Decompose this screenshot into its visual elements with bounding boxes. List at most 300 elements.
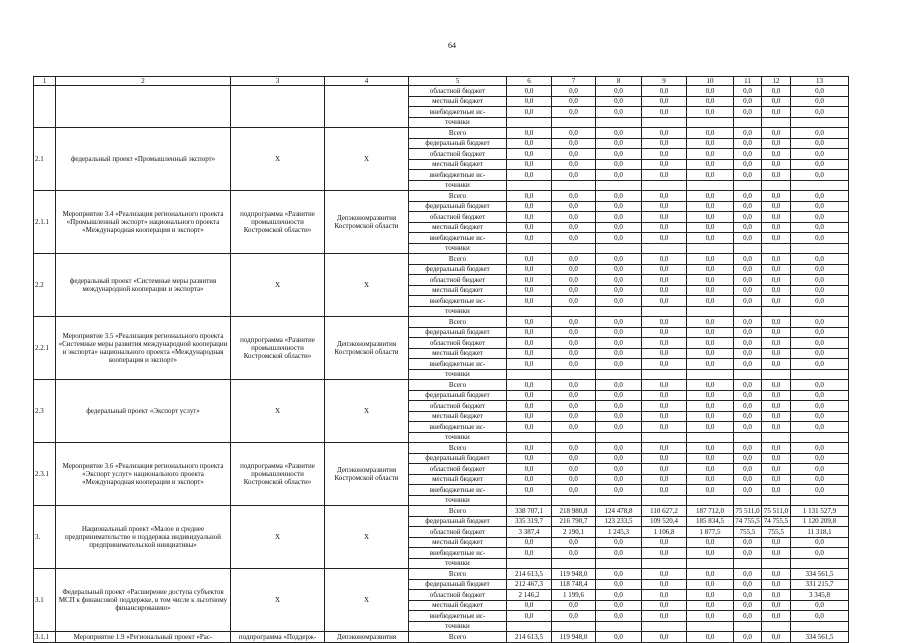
amount-cell: 185 834,5 bbox=[687, 516, 734, 527]
amount-cell: 0,0 bbox=[791, 296, 849, 307]
amount-cell: 0,0 bbox=[762, 107, 791, 118]
amount-cell: 0,0 bbox=[596, 390, 642, 401]
amount-cell: 0,0 bbox=[596, 600, 642, 611]
amount-cell: 0,0 bbox=[687, 107, 734, 118]
item-number: 2.2 bbox=[34, 254, 56, 317]
funding-source: Всего bbox=[409, 317, 507, 328]
amount-cell: 0,0 bbox=[596, 590, 642, 601]
amount-cell: 0,0 bbox=[734, 285, 762, 296]
column-number: 13 bbox=[791, 77, 849, 86]
funding-source: областной бюджет bbox=[409, 275, 507, 286]
executor-name: X bbox=[325, 380, 409, 443]
amount-cell: 0,0 bbox=[507, 159, 552, 170]
amount-cell: 0,0 bbox=[734, 201, 762, 212]
amount-cell bbox=[791, 432, 849, 443]
funding-source: федеральный бюджет bbox=[409, 264, 507, 275]
amount-cell: 0,0 bbox=[642, 579, 687, 590]
amount-cell: 0,0 bbox=[552, 254, 596, 265]
amount-cell: 0,0 bbox=[596, 86, 642, 97]
amount-cell bbox=[552, 180, 596, 191]
amount-cell: 0,0 bbox=[762, 390, 791, 401]
empty-cell bbox=[56, 86, 231, 128]
amount-cell: 0,0 bbox=[552, 159, 596, 170]
amount-cell: 0,0 bbox=[734, 212, 762, 223]
amount-cell: 0,0 bbox=[762, 264, 791, 275]
funding-source: федеральный бюджет bbox=[409, 138, 507, 149]
amount-cell: 214 613,5 bbox=[507, 632, 552, 643]
amount-cell bbox=[687, 243, 734, 254]
amount-cell: 0,0 bbox=[791, 285, 849, 296]
amount-cell: 338 707,1 bbox=[507, 506, 552, 517]
amount-cell: 0,0 bbox=[791, 348, 849, 359]
funding-source: федеральный бюджет bbox=[409, 390, 507, 401]
amount-cell: 0,0 bbox=[762, 464, 791, 475]
item-name: Мероприятие 3.6 «Реализация регионального проекта «Экспорт услуг» национального проекта «Международная кооперация и экспорт» bbox=[56, 443, 231, 506]
funding-source: местный бюджет bbox=[409, 348, 507, 359]
amount-cell bbox=[791, 495, 849, 506]
funding-source: точники bbox=[409, 558, 507, 569]
amount-cell: 0,0 bbox=[507, 212, 552, 223]
amount-cell: 0,0 bbox=[762, 296, 791, 307]
amount-cell: 0,0 bbox=[552, 233, 596, 244]
amount-cell: 0,0 bbox=[552, 443, 596, 454]
funding-source: внебюджетные ис- bbox=[409, 107, 507, 118]
amount-cell: 0,0 bbox=[507, 201, 552, 212]
amount-cell: 0,0 bbox=[734, 453, 762, 464]
amount-cell bbox=[687, 558, 734, 569]
amount-cell: 0,0 bbox=[687, 537, 734, 548]
amount-cell: 0,0 bbox=[762, 170, 791, 181]
amount-cell bbox=[762, 621, 791, 632]
amount-cell: 0,0 bbox=[734, 590, 762, 601]
amount-cell: 0,0 bbox=[596, 107, 642, 118]
amount-cell: 0,0 bbox=[687, 201, 734, 212]
amount-cell bbox=[734, 180, 762, 191]
amount-cell: 0,0 bbox=[791, 170, 849, 181]
funding-source: внебюджетные ис- bbox=[409, 548, 507, 559]
amount-cell: 0,0 bbox=[762, 632, 791, 643]
amount-cell: 0,0 bbox=[734, 296, 762, 307]
amount-cell: 0,0 bbox=[734, 537, 762, 548]
amount-cell: 1 106,8 bbox=[642, 527, 687, 538]
amount-cell bbox=[791, 243, 849, 254]
funding-source: федеральный бюджет bbox=[409, 327, 507, 338]
amount-cell: 0,0 bbox=[687, 611, 734, 622]
program-name: X bbox=[231, 254, 325, 317]
amount-cell: 0,0 bbox=[734, 128, 762, 139]
amount-cell: 0,0 bbox=[642, 201, 687, 212]
amount-cell bbox=[734, 243, 762, 254]
amount-cell: 0,0 bbox=[642, 411, 687, 422]
amount-cell: 0,0 bbox=[791, 401, 849, 412]
amount-cell: 0,0 bbox=[687, 453, 734, 464]
amount-cell: 0,0 bbox=[596, 212, 642, 223]
amount-cell: 0,0 bbox=[507, 86, 552, 97]
amount-cell: 0,0 bbox=[596, 191, 642, 202]
amount-cell: 0,0 bbox=[734, 485, 762, 496]
amount-cell: 0,0 bbox=[596, 401, 642, 412]
amount-cell: 0,0 bbox=[687, 128, 734, 139]
amount-cell: 0,0 bbox=[642, 348, 687, 359]
program-name: X bbox=[231, 128, 325, 191]
amount-cell: 0,0 bbox=[507, 254, 552, 265]
amount-cell: 0,0 bbox=[507, 338, 552, 349]
amount-cell bbox=[642, 180, 687, 191]
amount-cell: 0,0 bbox=[734, 600, 762, 611]
amount-cell bbox=[552, 306, 596, 317]
amount-cell bbox=[734, 369, 762, 380]
program-name: X bbox=[231, 380, 325, 443]
amount-cell bbox=[552, 369, 596, 380]
amount-cell: 0,0 bbox=[762, 359, 791, 370]
amount-cell: 0,0 bbox=[507, 443, 552, 454]
amount-cell bbox=[552, 432, 596, 443]
amount-cell: 0,0 bbox=[791, 212, 849, 223]
amount-cell: 0,0 bbox=[734, 222, 762, 233]
amount-cell: 0,0 bbox=[642, 107, 687, 118]
table-header bbox=[34, 77, 849, 86]
amount-cell bbox=[507, 306, 552, 317]
column-number: 6 bbox=[507, 77, 552, 86]
amount-cell: 0,0 bbox=[552, 128, 596, 139]
funding-source: точники bbox=[409, 369, 507, 380]
amount-cell: 0,0 bbox=[596, 296, 642, 307]
amount-cell: 0,0 bbox=[687, 296, 734, 307]
amount-cell: 0,0 bbox=[642, 264, 687, 275]
amount-cell: 0,0 bbox=[552, 149, 596, 160]
funding-source: местный бюджет bbox=[409, 222, 507, 233]
page-number: 64 bbox=[448, 41, 456, 50]
item-number: 2.1.1 bbox=[34, 191, 56, 254]
item-number: 3.1 bbox=[34, 569, 56, 632]
amount-cell: 0,0 bbox=[596, 233, 642, 244]
amount-cell bbox=[762, 306, 791, 317]
amount-cell bbox=[552, 558, 596, 569]
amount-cell: 0,0 bbox=[596, 264, 642, 275]
amount-cell: 75 511,0 bbox=[735, 506, 760, 515]
item-number: 2.3 bbox=[34, 380, 56, 443]
empty-cell bbox=[34, 86, 56, 128]
amount-cell: 0,0 bbox=[596, 128, 642, 139]
amount-cell bbox=[687, 495, 734, 506]
amount-cell: 0,0 bbox=[687, 317, 734, 328]
amount-cell: 0,0 bbox=[642, 254, 687, 265]
amount-cell: 0,0 bbox=[791, 149, 849, 160]
amount-cell bbox=[687, 369, 734, 380]
executor-name: X bbox=[325, 506, 409, 569]
amount-cell: 0,0 bbox=[687, 327, 734, 338]
amount-cell: 74 755,5 bbox=[762, 516, 791, 527]
table-body bbox=[34, 86, 849, 643]
amount-cell bbox=[596, 369, 642, 380]
amount-cell: 0,0 bbox=[596, 348, 642, 359]
amount-cell: 0,0 bbox=[596, 222, 642, 233]
amount-cell: 0,0 bbox=[596, 170, 642, 181]
amount-cell: 1 120 209,8 bbox=[791, 516, 849, 527]
amount-cell: 0,0 bbox=[762, 275, 791, 286]
amount-cell bbox=[596, 558, 642, 569]
amount-cell: 0,0 bbox=[552, 138, 596, 149]
column-number: 4 bbox=[325, 77, 409, 86]
amount-cell: 0,0 bbox=[791, 600, 849, 611]
amount-cell: 0,0 bbox=[596, 327, 642, 338]
amount-cell: 0,0 bbox=[791, 201, 849, 212]
amount-cell: 0,0 bbox=[734, 96, 762, 107]
amount-cell: 0,0 bbox=[762, 191, 791, 202]
amount-cell: 0,0 bbox=[734, 191, 762, 202]
amount-cell: 0,0 bbox=[687, 348, 734, 359]
amount-cell: 75 511,0 bbox=[762, 506, 791, 517]
amount-cell: 0,0 bbox=[762, 411, 791, 422]
amount-cell: 214 613,5 bbox=[507, 569, 552, 580]
header-row bbox=[34, 77, 849, 86]
amount-cell: 0,0 bbox=[762, 128, 791, 139]
amount-cell bbox=[642, 621, 687, 632]
amount-cell: 0,0 bbox=[552, 359, 596, 370]
amount-cell bbox=[734, 495, 762, 506]
funding-source: точники bbox=[409, 180, 507, 191]
amount-cell bbox=[642, 243, 687, 254]
amount-cell: 0,0 bbox=[734, 159, 762, 170]
amount-cell: 0,0 bbox=[687, 464, 734, 475]
column-number: 11 bbox=[734, 77, 762, 86]
amount-cell: 0,0 bbox=[762, 222, 791, 233]
amount-cell: 0,0 bbox=[552, 296, 596, 307]
amount-cell: 0,0 bbox=[791, 474, 849, 485]
amount-cell: 0,0 bbox=[642, 159, 687, 170]
amount-cell: 0,0 bbox=[791, 338, 849, 349]
amount-cell bbox=[596, 117, 642, 128]
budget-table bbox=[33, 76, 849, 643]
amount-cell: 0,0 bbox=[687, 485, 734, 496]
amount-cell: 0,0 bbox=[552, 327, 596, 338]
amount-cell bbox=[507, 243, 552, 254]
amount-cell bbox=[552, 117, 596, 128]
amount-cell: 0,0 bbox=[507, 401, 552, 412]
funding-source: областной бюджет bbox=[409, 149, 507, 160]
funding-source: местный бюджет bbox=[409, 411, 507, 422]
column-number: 8 bbox=[596, 77, 642, 86]
amount-cell: 0,0 bbox=[507, 453, 552, 464]
amount-cell: 0,0 bbox=[791, 611, 849, 622]
amount-cell: 0,0 bbox=[687, 212, 734, 223]
amount-cell: 0,0 bbox=[596, 443, 642, 454]
amount-cell: 0,0 bbox=[687, 338, 734, 349]
amount-cell bbox=[762, 558, 791, 569]
amount-cell: 0,0 bbox=[507, 222, 552, 233]
column-number: 12 bbox=[762, 77, 791, 86]
item-number: 3. bbox=[34, 506, 56, 569]
amount-cell: 0,0 bbox=[734, 264, 762, 275]
amount-cell: 0,0 bbox=[552, 107, 596, 118]
amount-cell: 0,0 bbox=[687, 96, 734, 107]
amount-cell: 0,0 bbox=[734, 107, 762, 118]
item-name: Мероприятие 3.5 «Реализация регионального проекта «Системные меры развития международной кооперации и экспорта» национального проекта «Международная кооперация и экспорт» bbox=[56, 317, 231, 380]
amount-cell: 0,0 bbox=[596, 411, 642, 422]
amount-cell: 0,0 bbox=[762, 338, 791, 349]
amount-cell: 0,0 bbox=[596, 275, 642, 286]
funding-source: внебюджетные ис- bbox=[409, 296, 507, 307]
amount-cell: 0,0 bbox=[734, 443, 762, 454]
amount-cell: 0,0 bbox=[791, 548, 849, 559]
amount-cell: 0,0 bbox=[596, 611, 642, 622]
amount-cell: 0,0 bbox=[596, 359, 642, 370]
amount-cell: 334 561,5 bbox=[791, 632, 849, 643]
funding-source: местный бюджет bbox=[409, 96, 507, 107]
amount-cell: 0,0 bbox=[507, 390, 552, 401]
amount-cell: 0,0 bbox=[791, 390, 849, 401]
amount-cell bbox=[596, 243, 642, 254]
funding-source: областной бюджет bbox=[409, 464, 507, 475]
amount-cell: 0,0 bbox=[791, 422, 849, 433]
amount-cell: 0,0 bbox=[552, 390, 596, 401]
amount-cell: 0,0 bbox=[734, 327, 762, 338]
amount-cell: 334 561,5 bbox=[791, 569, 849, 580]
amount-cell: 0,0 bbox=[507, 485, 552, 496]
amount-cell bbox=[762, 243, 791, 254]
amount-cell: 0,0 bbox=[552, 212, 596, 223]
funding-source: Всего bbox=[409, 191, 507, 202]
amount-cell: 119 948,0 bbox=[552, 632, 596, 643]
amount-cell: 0,0 bbox=[687, 264, 734, 275]
amount-cell: 1 877,5 bbox=[687, 527, 734, 538]
amount-cell: 0,0 bbox=[642, 233, 687, 244]
amount-cell: 0,0 bbox=[507, 170, 552, 181]
amount-cell: 0,0 bbox=[687, 632, 734, 643]
amount-cell: 3 345,8 bbox=[791, 590, 849, 601]
amount-cell: 0,0 bbox=[791, 537, 849, 548]
amount-cell: 0,0 bbox=[791, 464, 849, 475]
amount-cell: 0,0 bbox=[762, 327, 791, 338]
amount-cell: 0,0 bbox=[687, 159, 734, 170]
amount-cell: 0,0 bbox=[687, 474, 734, 485]
amount-cell: 0,0 bbox=[596, 474, 642, 485]
amount-cell: 0,0 bbox=[507, 464, 552, 475]
amount-cell: 0,0 bbox=[762, 569, 791, 580]
item-name: Национальный проект «Малое и среднее предпринимательство и поддержка индивидуальной предпринимательской инициативы» bbox=[56, 506, 231, 569]
amount-cell bbox=[687, 180, 734, 191]
amount-cell: 0,0 bbox=[642, 296, 687, 307]
item-number: 2.2.1 bbox=[34, 317, 56, 380]
amount-cell: 0,0 bbox=[507, 96, 552, 107]
amount-cell: 0,0 bbox=[687, 411, 734, 422]
executor-name: X bbox=[325, 254, 409, 317]
amount-cell: 0,0 bbox=[642, 327, 687, 338]
program-name: X bbox=[231, 569, 325, 632]
amount-cell: 0,0 bbox=[762, 138, 791, 149]
amount-cell: 0,0 bbox=[507, 296, 552, 307]
amount-cell: 0,0 bbox=[642, 422, 687, 433]
amount-cell: 0,0 bbox=[642, 537, 687, 548]
amount-cell bbox=[596, 306, 642, 317]
amount-cell: 0,0 bbox=[687, 401, 734, 412]
executor-name: Депэкономразвития Костромской области bbox=[325, 191, 409, 254]
funding-source: местный бюджет bbox=[409, 537, 507, 548]
funding-source: точники bbox=[409, 432, 507, 443]
amount-cell: 0,0 bbox=[687, 275, 734, 286]
amount-cell: 0,0 bbox=[507, 422, 552, 433]
funding-source: точники bbox=[409, 306, 507, 317]
amount-cell: 0,0 bbox=[642, 149, 687, 160]
amount-cell: 0,0 bbox=[596, 422, 642, 433]
table-row bbox=[34, 506, 849, 517]
column-number: 3 bbox=[231, 77, 325, 86]
column-number: 2 bbox=[56, 77, 231, 86]
funding-source: местный бюджет bbox=[409, 474, 507, 485]
amount-cell: 0,0 bbox=[734, 275, 762, 286]
program-name: подпрограмма «Развитие промышленности Костромской области» bbox=[231, 191, 325, 254]
amount-cell bbox=[762, 180, 791, 191]
program-name: подпрограмма «Поддерж- bbox=[231, 632, 325, 643]
amount-cell: 0,0 bbox=[642, 191, 687, 202]
amount-cell: 0,0 bbox=[734, 338, 762, 349]
amount-cell: 212 467,3 bbox=[507, 579, 552, 590]
amount-cell: 0,0 bbox=[552, 285, 596, 296]
amount-cell bbox=[734, 432, 762, 443]
amount-cell: 0,0 bbox=[507, 107, 552, 118]
table-row bbox=[34, 128, 849, 139]
amount-cell bbox=[596, 432, 642, 443]
funding-source: местный бюджет bbox=[409, 159, 507, 170]
amount-cell: 0,0 bbox=[552, 600, 596, 611]
executor-name: X bbox=[325, 128, 409, 191]
table-row bbox=[34, 569, 849, 580]
executor-name: Депэкономразвития Костромской области bbox=[325, 317, 409, 380]
amount-cell bbox=[507, 558, 552, 569]
amount-cell: 0,0 bbox=[734, 254, 762, 265]
amount-cell bbox=[791, 558, 849, 569]
funding-source: внебюджетные ис- bbox=[409, 485, 507, 496]
amount-cell: 0,0 bbox=[552, 401, 596, 412]
amount-cell bbox=[507, 621, 552, 632]
amount-cell: 0,0 bbox=[791, 254, 849, 265]
funding-source: внебюджетные ис- bbox=[409, 359, 507, 370]
amount-cell: 0,0 bbox=[791, 275, 849, 286]
amount-cell bbox=[596, 621, 642, 632]
amount-cell: 0,0 bbox=[762, 317, 791, 328]
amount-cell bbox=[687, 306, 734, 317]
amount-cell: 0,0 bbox=[791, 443, 849, 454]
amount-cell bbox=[791, 180, 849, 191]
amount-cell: 0,0 bbox=[596, 537, 642, 548]
table-row bbox=[34, 443, 849, 454]
amount-cell bbox=[687, 432, 734, 443]
program-name: подпрограмма «Развитие промышленности Костромской области» bbox=[231, 443, 325, 506]
amount-cell bbox=[552, 243, 596, 254]
amount-cell bbox=[762, 369, 791, 380]
amount-cell: 0,0 bbox=[642, 569, 687, 580]
funding-source: областной бюджет bbox=[409, 401, 507, 412]
column-number: 9 bbox=[642, 77, 687, 86]
amount-cell: 0,0 bbox=[791, 327, 849, 338]
amount-cell: 0,0 bbox=[596, 138, 642, 149]
amount-cell: 0,0 bbox=[687, 390, 734, 401]
funding-source: федеральный бюджет bbox=[409, 579, 507, 590]
amount-cell: 0,0 bbox=[552, 317, 596, 328]
amount-cell: 0,0 bbox=[734, 632, 762, 643]
amount-cell: 0,0 bbox=[552, 348, 596, 359]
amount-cell: 0,0 bbox=[507, 264, 552, 275]
amount-cell: 0,0 bbox=[734, 569, 762, 580]
amount-cell: 0,0 bbox=[552, 537, 596, 548]
amount-cell bbox=[687, 621, 734, 632]
amount-cell: 0,0 bbox=[734, 464, 762, 475]
funding-source: внебюджетные ис- bbox=[409, 170, 507, 181]
amount-cell: 0,0 bbox=[687, 149, 734, 160]
amount-cell: 0,0 bbox=[762, 474, 791, 485]
amount-cell bbox=[791, 117, 849, 128]
empty-cell bbox=[325, 86, 409, 128]
